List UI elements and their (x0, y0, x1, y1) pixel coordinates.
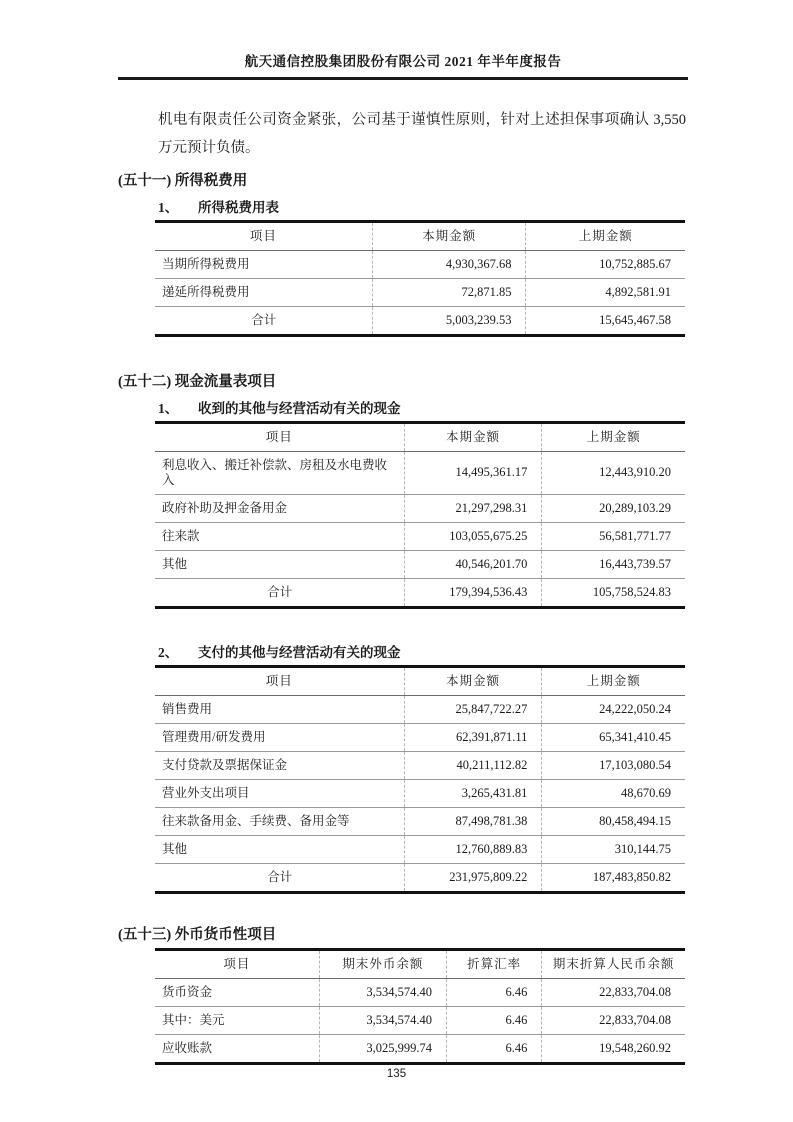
cell-value: 62,391,871.11 (404, 723, 542, 751)
column-header: 上期金额 (542, 422, 685, 451)
column-header: 项目 (155, 666, 404, 695)
financial-table (155, 220, 685, 337)
cell-value: 4,930,367.68 (372, 250, 526, 278)
cell-value: 17,103,080.54 (542, 751, 685, 779)
column-header: 期末外币余额 (319, 949, 446, 978)
cell-value: 179,394,536.43 (404, 578, 542, 607)
cell-value: 12,760,889.83 (404, 835, 542, 863)
cell-value: 72,871.85 (372, 278, 526, 306)
sub-heading-number: 1、 (158, 400, 179, 416)
cell-value: 19,548,260.92 (542, 1034, 685, 1063)
table-row (155, 494, 685, 522)
cell-value: 6.46 (446, 1006, 541, 1034)
table-header-row (155, 221, 685, 250)
cell-value: 87,498,781.38 (404, 807, 542, 835)
section-heading-foreign-currency: (五十三) 外币货币性项目 (118, 926, 277, 943)
cell-value: 15,645,467.58 (526, 306, 685, 335)
row-label: 营业外支出项目 (155, 779, 404, 807)
cell-value: 3,025,999.74 (319, 1034, 446, 1063)
table-row (155, 723, 685, 751)
column-header: 期末折算人民币余额 (542, 949, 685, 978)
cell-value: 310,144.75 (542, 835, 685, 863)
cell-value: 25,847,722.27 (404, 695, 542, 723)
table-row (155, 807, 685, 835)
cell-value: 6.46 (446, 1034, 541, 1063)
table-row (155, 522, 685, 550)
financial-table (155, 665, 685, 894)
cell-value: 10,752,885.67 (526, 250, 685, 278)
column-header: 本期金额 (372, 221, 526, 250)
row-label: 往来款 (155, 522, 404, 550)
cell-value: 14,495,361.17 (404, 451, 542, 494)
table-row (155, 550, 685, 578)
intro-paragraph: 机电有限责任公司资金紧张，公司基于谨慎性原则，针对上述担保事项确认 3,550 万元预计负债。 (158, 111, 686, 156)
cell-value: 24,222,050.24 (542, 695, 685, 723)
row-label: 合计 (267, 869, 293, 884)
cell-value: 5,003,239.53 (372, 306, 526, 335)
column-header: 项目 (155, 221, 372, 250)
total-row (155, 306, 685, 335)
row-label: 递延所得税费用 (155, 278, 372, 306)
cell-value: 3,534,574.40 (319, 978, 446, 1006)
row-label: 政府补助及押金备用金 (155, 494, 404, 522)
row-label: 应收账款 (162, 1040, 213, 1055)
page-content (118, 0, 688, 1065)
sub-heading-cash-received (158, 399, 688, 418)
page-number: 135 (386, 1068, 407, 1080)
header-rule (118, 77, 688, 80)
table-row (155, 695, 685, 723)
row-label: 往来款备用金、手续费、备用金等 (155, 807, 404, 835)
sub-heading-number: 2、 (158, 644, 179, 660)
cell-value: 231,975,809.22 (404, 863, 542, 892)
income-tax-table (155, 220, 685, 337)
cash-paid-table (155, 665, 685, 894)
report-title: 航天通信控股集团股份有限公司 2021 年半年度报告 (244, 54, 562, 69)
cell-value: 12,443,910.20 (542, 451, 685, 494)
sub-heading-title: 支付的其他与经营活动有关的现金 (198, 644, 401, 660)
table-row (155, 278, 685, 306)
cell-value: 6.46 (446, 978, 541, 1006)
row-label: 其中：美元 (155, 1006, 319, 1034)
total-row (155, 863, 685, 892)
cell-value: 3,265,431.81 (404, 779, 542, 807)
cell-value: 40,546,201.70 (404, 550, 542, 578)
cash-received-table (155, 421, 685, 609)
row-label: 合计 (267, 584, 293, 599)
section-heading-cash-flow: (五十二) 现金流量表项目 (118, 373, 277, 390)
cell-value: 103,055,675.25 (404, 522, 542, 550)
foreign-currency-table (155, 948, 685, 1065)
sub-heading-title: 所得税费用表 (198, 199, 279, 215)
row-label: 利息收入、搬迁补偿款、房租及水电费收入 (155, 451, 404, 494)
table-row (155, 978, 685, 1006)
cell-value: 187,483,850.82 (542, 863, 685, 892)
column-header: 折算汇率 (446, 949, 541, 978)
sub-heading-cash-paid (158, 643, 688, 662)
table-row (155, 451, 685, 494)
column-header: 本期金额 (404, 422, 542, 451)
cell-value: 20,289,103.29 (542, 494, 685, 522)
table-header-row (155, 949, 685, 978)
cell-value: 65,341,410.45 (542, 723, 685, 751)
sub-heading-title: 收到的其他与经营活动有关的现金 (198, 400, 401, 416)
row-label: 当期所得税费用 (155, 250, 372, 278)
row-label: 其他 (155, 835, 404, 863)
report-header (118, 0, 688, 80)
table-row (155, 779, 685, 807)
column-header: 项目 (155, 422, 404, 451)
table-header-row (155, 666, 685, 695)
cell-value: 16,443,739.57 (542, 550, 685, 578)
table-row (155, 250, 685, 278)
financial-table (155, 421, 685, 609)
row-label: 货币资金 (155, 978, 319, 1006)
cell-value: 105,758,524.83 (542, 578, 685, 607)
total-row (155, 578, 685, 607)
column-header: 本期金额 (404, 666, 542, 695)
row-label: 销售费用 (155, 695, 404, 723)
cell-value: 22,833,704.08 (542, 1006, 685, 1034)
cell-value: 4,892,581.91 (526, 278, 685, 306)
table-row (155, 835, 685, 863)
section-heading-income-tax: (五十一) 所得税费用 (118, 172, 248, 189)
column-header: 上期金额 (526, 221, 685, 250)
row-label: 其他 (155, 550, 404, 578)
cell-value: 56,581,771.77 (542, 522, 685, 550)
row-label: 支付贷款及票据保证金 (155, 751, 404, 779)
sub-heading-income-tax-table (158, 198, 688, 217)
table-header-row (155, 422, 685, 451)
sub-heading-number: 1、 (158, 199, 179, 215)
cell-value: 21,297,298.31 (404, 494, 542, 522)
cell-value: 48,670.69 (542, 779, 685, 807)
table-row (155, 1006, 685, 1034)
cell-value: 80,458,494.15 (542, 807, 685, 835)
row-label: 管理费用/研发费用 (155, 723, 404, 751)
row-label: 合计 (251, 312, 277, 327)
cell-value: 22,833,704.08 (542, 978, 685, 1006)
table-row (155, 751, 685, 779)
table-row (155, 1034, 685, 1063)
column-header: 上期金额 (542, 666, 685, 695)
cell-value: 3,534,574.40 (319, 1006, 446, 1034)
financial-table (155, 948, 685, 1065)
column-header: 项目 (155, 949, 319, 978)
cell-value: 40,211,112.82 (404, 751, 542, 779)
